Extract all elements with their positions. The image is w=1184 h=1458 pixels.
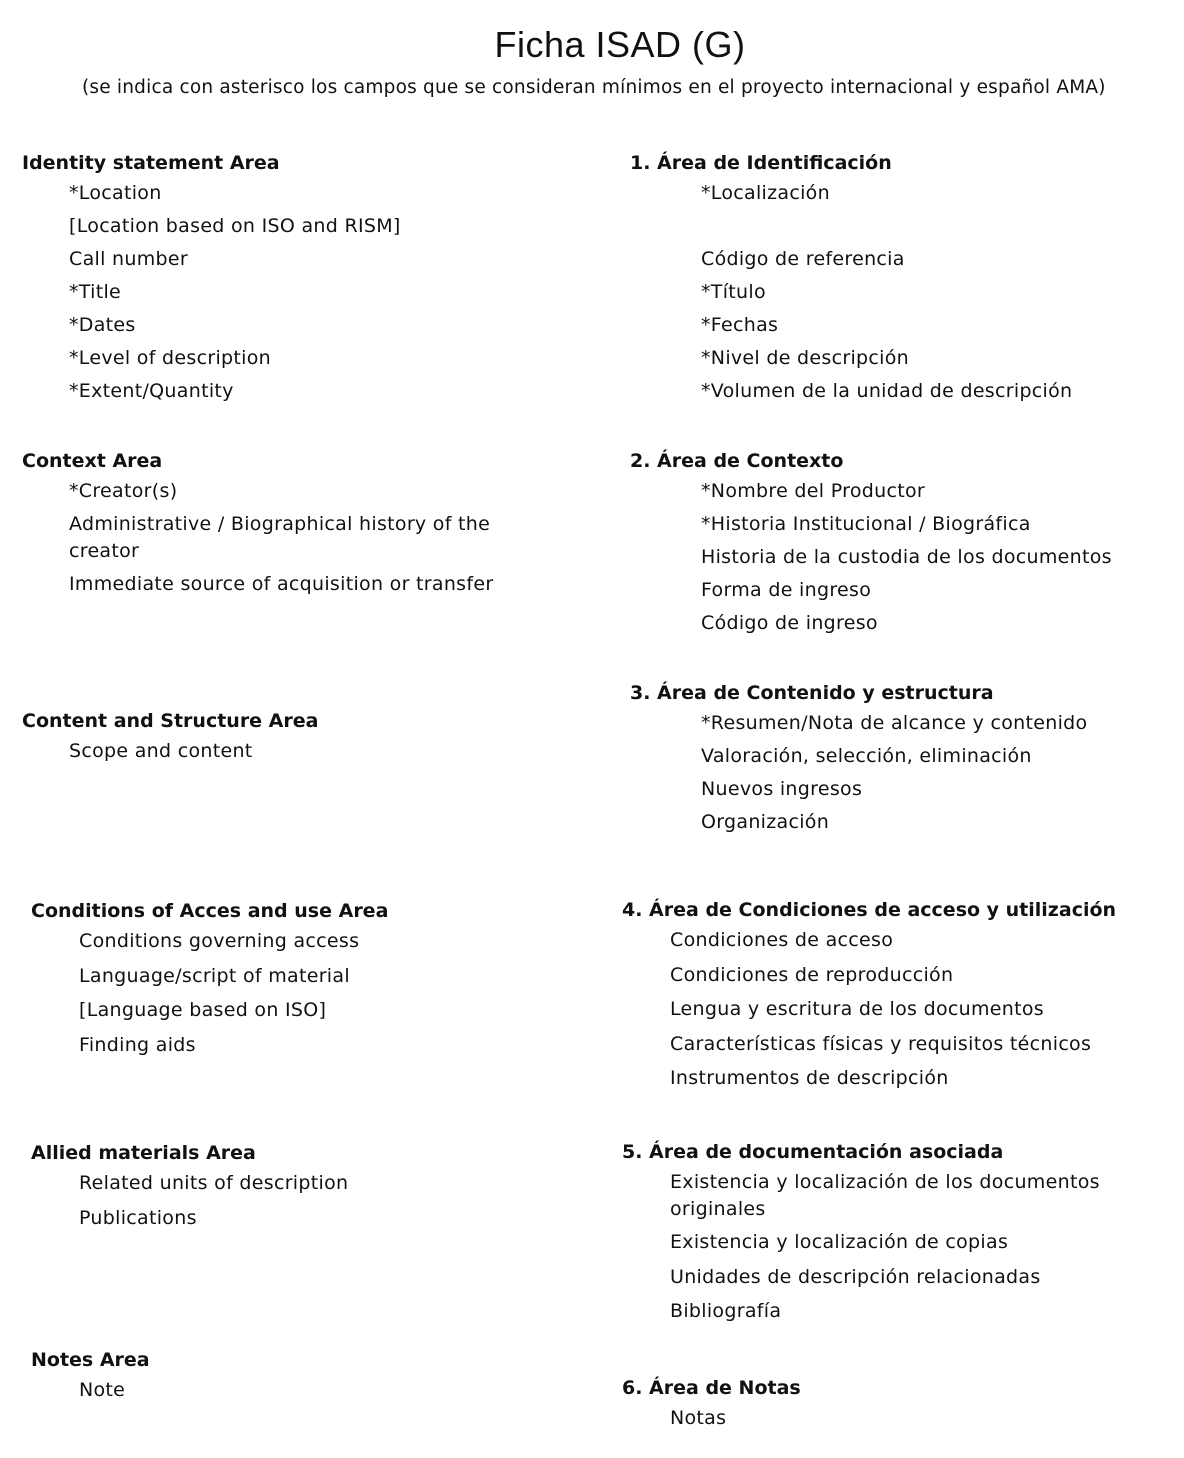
section-heading: 2. Área de Contexto [630,450,844,472]
list-item: Forma de ingreso [701,579,872,601]
list-item: [Language based on ISO] [79,999,327,1021]
list-item: Note [79,1379,126,1401]
section-heading: 3. Área de Contenido y estructura [630,682,994,704]
acceso-section [622,894,1170,1100]
list-item: Language/script of material [79,964,350,987]
list-item: Código de referencia [701,248,905,270]
list-item: Scope and content [69,740,253,762]
list-item: *Nombre del Productor [701,480,925,502]
list-item: *Nivel de descripción [701,347,909,369]
list-item: Administrative / Biographical history of the creator [69,513,491,562]
list-item: Condiciones de acceso [670,929,894,951]
list-item: Condiciones de reproducción [670,963,954,986]
contenido-section [630,677,1170,842]
section-heading: 1. Área de Identificación [630,152,892,174]
list-item: *Título [701,281,766,303]
allied-materials-area-section [31,1137,571,1239]
section-heading: Conditions of Acces and use Area [31,900,389,922]
contexto-section [630,445,1170,643]
page-title: Ficha ISAD (G) [494,24,746,65]
list-item: *Creator(s) [69,480,178,502]
section-heading: Context Area [22,450,163,472]
list-item: *Extent/Quantity [69,380,234,402]
page-subtitle: (se indica con asterisco los campos que se consideran mínimos en el proyecto internacional y español AMA) [82,77,1106,98]
identificacion-section [630,147,1170,411]
list-item: Valoración, selección, eliminación [701,745,1032,767]
section-heading: 4. Área de Condiciones de acceso y utilización [622,899,1117,921]
notes-area-section [31,1344,571,1412]
list-item: Call number [69,248,188,270]
notas-section [622,1372,1170,1440]
list-item: Existencia y localización de los documentos originales [670,1171,1100,1220]
list-item: *Level of description [69,347,271,369]
list-item: *Localización [701,182,830,204]
list-item-empty [701,213,1170,246]
list-item: *Fechas [701,314,779,336]
section-heading: 6. Área de Notas [622,1377,801,1399]
list-item: Related units of description [79,1172,349,1194]
list-item: *Location [69,182,162,204]
section-heading: 5. Área de documentación asociada [622,1141,1004,1163]
identity-area-section [22,147,562,411]
list-item: Publications [79,1206,197,1229]
list-item: Código de ingreso [701,612,878,634]
list-item: [Location based on ISO and RISM] [69,215,401,237]
context-area-section [22,445,562,604]
list-item: *Title [69,281,122,303]
list-item: Bibliografía [670,1300,782,1322]
list-item: *Volumen de la unidad de descripción [701,380,1073,402]
list-item: Conditions governing access [79,930,360,952]
list-item: Notas [670,1407,727,1429]
list-item: Unidades de descripción relacionadas [670,1265,1041,1288]
section-heading: Allied materials Area [31,1142,256,1164]
list-item: *Historia Institucional / Biográfica [701,513,1031,535]
list-item: Finding aids [79,1033,196,1056]
content-structure-area-section [22,705,562,771]
section-heading: Notes Area [31,1349,150,1371]
list-item: Immediate source of acquisition or transfer [69,573,494,595]
list-item: Nuevos ingresos [701,778,863,800]
list-item: Organización [701,811,830,833]
list-item: Instrumentos de descripción [670,1067,949,1089]
list-item: *Dates [69,314,136,336]
asociada-section [622,1136,1170,1333]
list-item: Existencia y localización de copias [670,1231,1009,1253]
access-use-area-section [31,895,571,1066]
section-heading: Content and Structure Area [22,710,319,732]
section-heading: Identity statement Area [22,152,280,174]
list-item: Historia de la custodia de los documentos [701,546,1112,568]
list-item: Características físicas y requisitos técnicos [670,1032,1092,1055]
list-item: Lengua y escritura de los documentos [670,998,1044,1020]
list-item: *Resumen/Nota de alcance y contenido [701,712,1088,734]
